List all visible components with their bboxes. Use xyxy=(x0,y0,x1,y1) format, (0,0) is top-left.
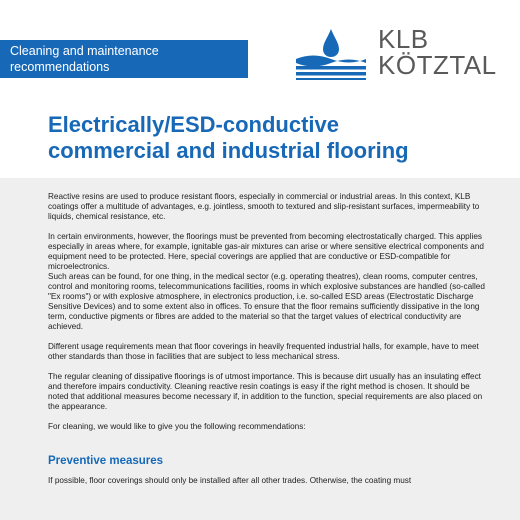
paragraph-preventive: If possible, floor coverings should only be installed after all other trades. Otherwise, the coating must xyxy=(48,476,412,485)
section-heading-preventive-measures: Preventive measures xyxy=(48,455,164,467)
paragraph-electrostatic: In certain environments, however, the floorings must be prevented from becoming electrostatically charged. This applies especially in areas where, for example, ignitable gas-air mixtures can arise or where sensitive electrical components and equipment need to be protected. Here, special coverings are applied that are conductive or ESD-compatible for microelectronics. xyxy=(48,232,484,271)
paragraph-regular-cleaning: The regular cleaning of dissipative floorings is of utmost importance. This is because dirt usually has an insulating effect and therefore impairs conductivity. Cleaning reactive resin coatings is easy if the right method is chosen. It should be noted that additional measures become necessary if, in addition to the function, special requirements are also placed on the appearance. xyxy=(48,372,483,411)
document-title-line-1: Electrically/ESD-conductive xyxy=(48,112,339,137)
paragraph-application-areas: Such areas can be found, for one thing, in the medical sector (e.g. operating theatres), clean rooms, computer centres, control and monitoring rooms, telecommunications facilities, rooms in which explosive substances are handled (so-called "Ex rooms") or with explosive atmosphere, in electronics production, i.e. so-called ESD areas (Electrostatic Discharge Sensitive Devices) and to some extent also in offices. To ensure that the floor remains sufficiently dissipative in the long term, conductive pigments or fibres are added to the material so that the target values of electrical conductivity are achieved. xyxy=(48,272,485,331)
paragraph-recommendations-intro: For cleaning, we would like to give you the following recommendations: xyxy=(48,422,306,431)
paragraph-intro: Reactive resins are used to produce resistant floors, especially in commercial or industrial areas. In this context, KLB coatings offer a multitude of advantages, e.g. jointless, smooth to textured and slip-resistant surfaces, impermeability to liquids, chemical resistance, etc. xyxy=(48,192,480,221)
document-title-line-2: commercial and industrial flooring xyxy=(48,138,409,163)
document-category-band xyxy=(0,40,248,78)
category-label-line-1: Cleaning and maintenance xyxy=(10,44,159,58)
paragraph-usage-requirements: Different usage requirements mean that floor coverings in heavily frequented industrial halls, for example, have to meet other standards than those in facilities that are subject to less mechanical stress. xyxy=(48,342,479,361)
company-logo xyxy=(292,26,502,82)
klb-koetztal-drop-wave-logo-icon xyxy=(292,28,370,80)
brand-name-line-1: KLB xyxy=(378,24,429,54)
document-body xyxy=(48,192,488,496)
brand-name-line-2: KÖTZTAL xyxy=(378,50,497,80)
category-label-line-2: recommendations xyxy=(10,60,110,74)
